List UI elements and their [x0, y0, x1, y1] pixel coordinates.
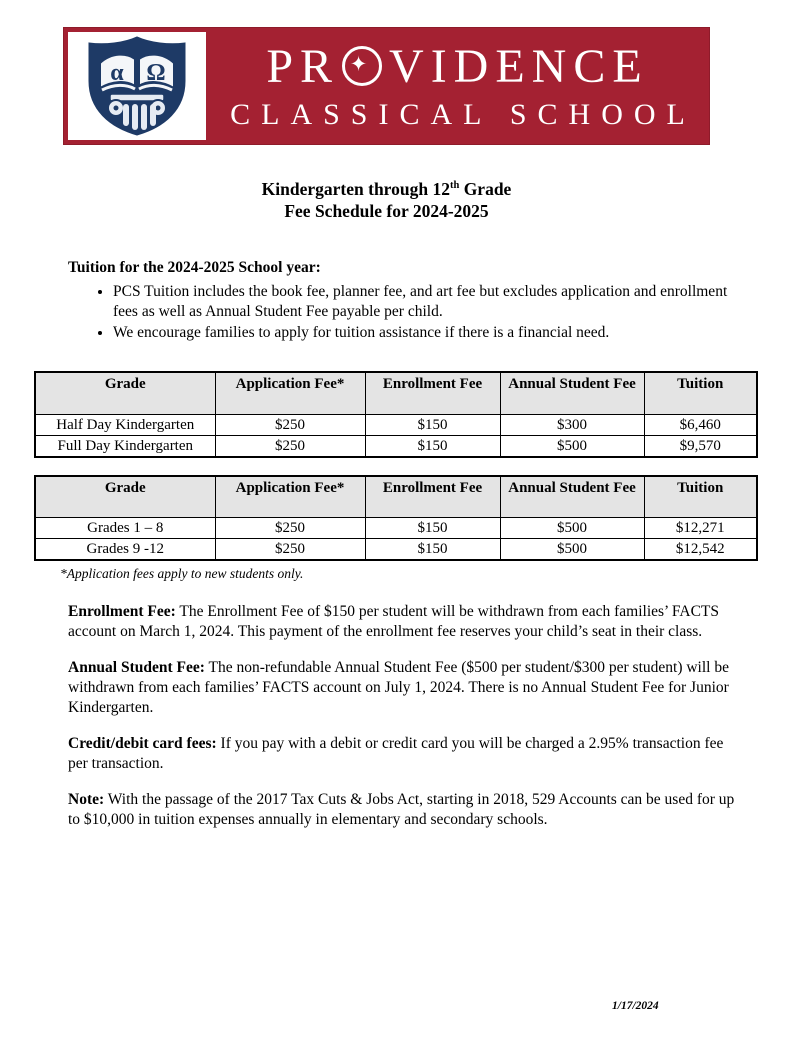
cell-grade: Grades 1 – 8 [35, 518, 215, 539]
table-row [35, 435, 757, 457]
enrollment-fee-paragraph [68, 602, 736, 642]
tuition-section-heading: Tuition for the 2024-2025 School year: [68, 258, 321, 276]
alpha-glyph: α [110, 60, 124, 86]
tax-note-paragraph [68, 790, 736, 830]
paragraph-text: The Enrollment Fee of $150 per student will be withdrawn from each families’ FACTS account on March 1, 2024. This payment of the enrollment fee reserves your child’s seat in their class. [68, 603, 720, 641]
title-line-1 [63, 175, 710, 200]
cell-tuition: $12,542 [644, 539, 757, 561]
cell-enrollment-fee: $150 [365, 518, 500, 539]
column-header-application-fee: Application Fee* [215, 372, 365, 414]
title-line-2: Fee Schedule for 2024-2025 [284, 200, 489, 221]
cell-grade: Full Day Kindergarten [35, 435, 215, 457]
compass-ring-icon [342, 46, 382, 86]
cell-application-fee: $250 [215, 414, 365, 435]
paragraph-label: Annual Student Fee: [68, 659, 205, 677]
grades-fee-table [34, 475, 758, 562]
title-grade-word: Grade [459, 178, 512, 199]
table-row [35, 414, 757, 435]
document-date: 1/17/2024 [612, 1000, 659, 1012]
column-header-application-fee: Application Fee* [215, 476, 365, 518]
tuition-bullet-list [95, 282, 731, 344]
column-header-annual-student-fee: Annual Student Fee [500, 372, 644, 414]
table-header-row [35, 476, 757, 518]
cell-annual-student-fee: $500 [500, 435, 644, 457]
cell-application-fee: $250 [215, 435, 365, 457]
cell-tuition: $12,271 [644, 518, 757, 539]
cell-application-fee: $250 [215, 539, 365, 561]
column-header-tuition: Tuition [644, 476, 757, 518]
cell-grade: Half Day Kindergarten [35, 414, 215, 435]
compass-star-icon: ✦ [349, 52, 375, 76]
paragraph-label: Enrollment Fee: [68, 603, 176, 621]
column-header-enrollment-fee: Enrollment Fee [365, 372, 500, 414]
cell-application-fee: $250 [215, 518, 365, 539]
school-banner [63, 27, 710, 145]
omega-glyph: Ω [146, 60, 166, 86]
paragraph-label: Credit/debit card fees: [68, 735, 217, 753]
card-fees-paragraph [68, 734, 736, 774]
annual-student-fee-paragraph [68, 658, 736, 718]
cell-enrollment-fee: $150 [365, 435, 500, 457]
cell-annual-student-fee: $300 [500, 414, 644, 435]
cell-tuition: $9,570 [644, 435, 757, 457]
school-name [266, 39, 649, 93]
cell-grade: Grades 9 -12 [35, 539, 215, 561]
cell-enrollment-fee: $150 [365, 539, 500, 561]
column-header-annual-student-fee: Annual Student Fee [500, 476, 644, 518]
paragraph-label: Note: [68, 791, 105, 809]
title-ordinal-sup: th [449, 180, 460, 191]
table-header-row [35, 372, 757, 414]
school-wordmark [206, 28, 709, 144]
cell-annual-student-fee: $500 [500, 518, 644, 539]
table-row [35, 539, 757, 561]
school-logo [68, 32, 206, 140]
document-title [63, 175, 710, 222]
bullet-item: • We encourage families to apply for tuition assistance if there is a financial need. [113, 323, 731, 344]
column-header-grade: Grade [35, 476, 215, 518]
paragraph-text: With the passage of the 2017 Tax Cuts & Jobs Act, starting in 2018, 529 Accounts can be used for up to $10,000 in tuition expenses annually in elementary and secondary schools. [68, 791, 735, 829]
cell-tuition: $6,460 [644, 414, 757, 435]
paragraph-text: If you pay with a debit or credit card you will be charged a 2.95% transaction fee per transaction. [68, 735, 724, 773]
table-row [35, 518, 757, 539]
kindergarten-fee-table [34, 371, 758, 458]
bullet-item: • PCS Tuition includes the book fee, planner fee, and art fee but excludes application and enrollment fees as well as Annual Student Fee payable per child. [113, 282, 731, 323]
school-name-part1: PR [266, 39, 340, 93]
column-header-grade: Grade [35, 372, 215, 414]
shield-book-column-icon [81, 34, 193, 138]
column-header-enrollment-fee: Enrollment Fee [365, 476, 500, 518]
title-grade-range: Kindergarten through 12 [261, 178, 450, 199]
application-fee-footnote: *Application fees apply to new students only. [60, 566, 304, 582]
school-subtitle: CLASSICAL SCHOOL [230, 97, 696, 131]
school-name-part2: VIDENCE [389, 39, 649, 93]
cell-enrollment-fee: $150 [365, 414, 500, 435]
cell-annual-student-fee: $500 [500, 539, 644, 561]
column-header-tuition: Tuition [644, 372, 757, 414]
paragraph-text: The non-refundable Annual Student Fee ($500 per student/$300 per student) will be withdrawn from each families’ FACTS account on July 1, 2024. There is no Annual Student Fee for Junior Kindergarten. [68, 659, 729, 717]
